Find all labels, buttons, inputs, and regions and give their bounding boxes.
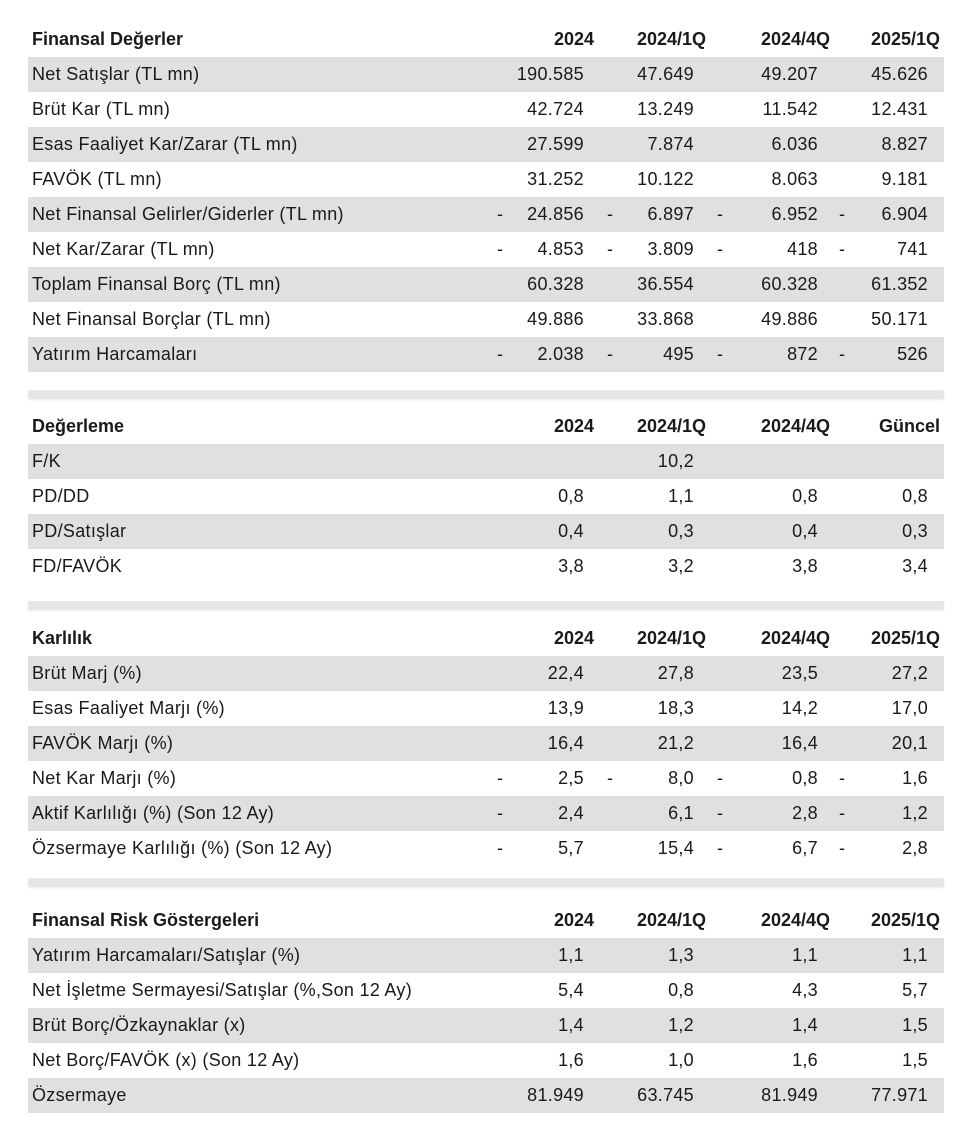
row-label: PD/Satışlar [32,521,127,541]
column-header: 2024/1Q [636,628,706,648]
section-divider [28,390,944,399]
row-label: FAVÖK Marjı (%) [32,733,174,753]
row-value: 6.897 [647,204,694,224]
table-header [28,903,944,938]
row-label: Özsermaye [32,1085,127,1105]
row-value: 45.626 [871,64,928,84]
column-header: 2024/1Q [636,910,706,930]
row-label: Özsermaye Karlılığı (%) (Son 12 Ay) [32,838,333,858]
column-header: 2024/4Q [760,416,830,436]
row-value: 18,3 [657,698,694,718]
row-value: 27,8 [657,663,694,683]
row-value: 81.949 [527,1085,584,1105]
row-value: 4,3 [792,980,818,1000]
row-value: 36.554 [637,274,694,294]
table-row [28,656,944,691]
row-label: Aktif Karlılığı (%) (Son 12 Ay) [32,803,275,823]
row-value: 20,1 [891,733,928,753]
row-value: 61.352 [871,274,928,294]
row-value: 81.949 [761,1085,818,1105]
row-label: Esas Faaliyet Marjı (%) [32,698,225,718]
table-row [28,444,944,479]
row-value: 1,6 [792,1050,818,1070]
table-row [28,57,944,92]
negative-sign: - [497,344,504,364]
row-value: 1,1 [902,945,928,965]
column-header: 2024/1Q [636,29,706,49]
column-header: 2024 [553,416,594,436]
row-value: 1,4 [558,1015,584,1035]
row-label: Net Borç/FAVÖK (x) (Son 12 Ay) [32,1050,300,1070]
section-title: Finansal Değerler [32,29,184,49]
row-value: 2,8 [792,803,818,823]
column-header: 2024/4Q [760,628,830,648]
row-value: 2,4 [558,803,584,823]
table-row [28,162,944,197]
row-label: Net Satışlar (TL mn) [32,64,200,84]
section-title: Finansal Risk Göstergeleri [32,910,260,930]
table-row [28,973,944,1008]
column-header: 2024/1Q [636,416,706,436]
table-header [28,22,944,57]
row-value: 0,8 [558,486,584,506]
section-title: Karlılık [32,628,93,648]
row-value: 8.063 [771,169,818,189]
row-value: 42.724 [527,99,584,119]
section-title: Değerleme [32,416,125,436]
row-value: 12.431 [871,99,928,119]
row-value: 0,8 [668,980,694,1000]
row-value: 16,4 [781,733,818,753]
column-header: 2024 [553,910,594,930]
negative-sign: - [607,204,614,224]
table-header [28,621,944,656]
column-header: 2024 [553,628,594,648]
negative-sign: - [607,239,614,259]
column-header: 2025/1Q [870,910,940,930]
row-value: 2,8 [902,838,928,858]
row-value: 3,2 [668,556,694,576]
row-value: 0,4 [792,521,818,541]
section-divider [28,601,944,610]
row-value: 33.868 [637,309,694,329]
row-value: 3.809 [647,239,694,259]
negative-sign: - [497,239,504,259]
row-value: 47.649 [637,64,694,84]
row-value: 6.036 [771,134,818,154]
row-value: 418 [787,239,818,259]
row-value: 0,3 [668,521,694,541]
table-row [28,1008,944,1043]
financial-values-table [28,22,944,372]
table-row [28,92,944,127]
negative-sign: - [717,239,724,259]
row-value: 1,5 [902,1015,928,1035]
negative-sign: - [717,768,724,788]
table-row [28,691,944,726]
row-value: 3,8 [558,556,584,576]
row-value: 11.542 [762,99,818,119]
table-row [28,796,944,831]
row-value: 0,8 [792,486,818,506]
row-value: 77.971 [871,1085,928,1105]
row-label: Esas Faaliyet Kar/Zarar (TL mn) [32,134,298,154]
financial-risk-table [28,903,944,1113]
row-label: Toplam Finansal Borç (TL mn) [32,274,281,294]
negative-sign: - [839,803,846,823]
row-value: 1,1 [558,945,584,965]
row-value: 5,7 [902,980,928,1000]
row-value: 1,1 [792,945,818,965]
row-value: 6.904 [881,204,928,224]
row-value: 16,4 [547,733,584,753]
row-value: 2,5 [558,768,584,788]
row-label: Net Kar/Zarar (TL mn) [32,239,215,259]
column-header: 2024 [553,29,594,49]
row-value: 1,5 [902,1050,928,1070]
row-label: PD/DD [32,486,90,506]
table-row [28,726,944,761]
row-label: Brüt Kar (TL mn) [32,99,171,119]
row-value: 1,6 [558,1050,584,1070]
row-value: 60.328 [527,274,584,294]
row-label: Brüt Borç/Özkaynaklar (x) [32,1015,246,1035]
table-row [28,302,944,337]
row-value: 4.853 [537,239,584,259]
table-row [28,938,944,973]
row-value: 6.952 [771,204,818,224]
row-value: 8.827 [881,134,928,154]
column-header: 2025/1Q [870,29,940,49]
row-label: Yatırım Harcamaları [32,344,198,364]
table-row [28,831,944,866]
row-value: 872 [787,344,818,364]
negative-sign: - [839,838,846,858]
table-row [28,549,944,584]
negative-sign: - [839,204,846,224]
negative-sign: - [839,344,846,364]
negative-sign: - [497,768,504,788]
row-value: 10.122 [637,169,694,189]
negative-sign: - [717,803,724,823]
row-label: Net İşletme Sermayesi/Satışlar (%,Son 12 Ay) [32,980,413,1000]
column-header: 2024/4Q [760,29,830,49]
row-value: 13,9 [547,698,584,718]
row-value: 6,7 [792,838,818,858]
row-label: FAVÖK (TL mn) [32,169,162,189]
row-value: 60.328 [761,274,818,294]
row-value: 49.886 [761,309,818,329]
row-value: 0,8 [792,768,818,788]
row-value: 1,4 [792,1015,818,1035]
row-value: 495 [663,344,694,364]
row-value: 741 [897,239,928,259]
row-value: 9.181 [881,169,928,189]
row-value: 6,1 [668,803,694,823]
row-value: 13.249 [637,99,694,119]
row-value: 1,2 [668,1015,694,1035]
column-header: 2024/4Q [760,910,830,930]
negative-sign: - [497,803,504,823]
row-value: 526 [897,344,928,364]
row-value: 23,5 [781,663,818,683]
row-value: 1,6 [902,768,928,788]
table-row [28,232,944,267]
row-value: 3,4 [902,556,928,576]
table-row [28,479,944,514]
negative-sign: - [839,239,846,259]
profitability-table [28,621,944,866]
row-value: 49.207 [761,64,818,84]
row-label: Brüt Marj (%) [32,663,142,683]
row-value: 31.252 [527,169,584,189]
table-row [28,337,944,372]
row-value: 2.038 [537,344,584,364]
negative-sign: - [497,838,504,858]
row-value: 27,2 [891,663,928,683]
row-value: 10,2 [657,451,694,471]
row-value: 49.886 [527,309,584,329]
negative-sign: - [717,344,724,364]
table-row [28,514,944,549]
row-value: 14,2 [781,698,818,718]
row-value: 63.745 [637,1085,694,1105]
row-value: 1,3 [668,945,694,965]
row-value: 190.585 [516,64,584,84]
row-value: 15,4 [657,838,694,858]
row-label: Net Finansal Gelirler/Giderler (TL mn) [32,204,344,224]
table-row [28,197,944,232]
section-divider [28,878,944,887]
negative-sign: - [839,768,846,788]
column-header: Güncel [878,416,940,436]
negative-sign: - [717,838,724,858]
negative-sign: - [607,344,614,364]
negative-sign: - [607,768,614,788]
valuation-table [28,409,944,584]
table-row [28,1078,944,1113]
row-value: 1,0 [668,1050,694,1070]
table-header [28,409,944,444]
row-value: 22,4 [547,663,584,683]
row-value: 0,3 [902,521,928,541]
row-label: F/K [32,451,61,471]
row-value: 3,8 [792,556,818,576]
table-row [28,761,944,796]
negative-sign: - [497,204,504,224]
row-value: 5,4 [558,980,584,1000]
row-value: 21,2 [657,733,694,753]
row-label: FD/FAVÖK [32,556,123,576]
row-value: 1,2 [902,803,928,823]
table-row [28,267,944,302]
row-value: 7.874 [647,134,694,154]
row-label: Yatırım Harcamaları/Satışlar (%) [32,945,301,965]
table-row [28,1043,944,1078]
column-header: 2025/1Q [870,628,940,648]
row-label: Net Finansal Borçlar (TL mn) [32,309,271,329]
row-value: 8,0 [668,768,694,788]
row-value: 24.856 [527,204,584,224]
row-value: 27.599 [527,134,584,154]
row-value: 50.171 [871,309,928,329]
row-value: 1,1 [668,486,694,506]
negative-sign: - [717,204,724,224]
row-value: 0,4 [558,521,584,541]
row-value: 5,7 [558,838,584,858]
row-value: 17,0 [891,698,928,718]
table-row [28,127,944,162]
row-label: Net Kar Marjı (%) [32,768,177,788]
row-value: 0,8 [902,486,928,506]
